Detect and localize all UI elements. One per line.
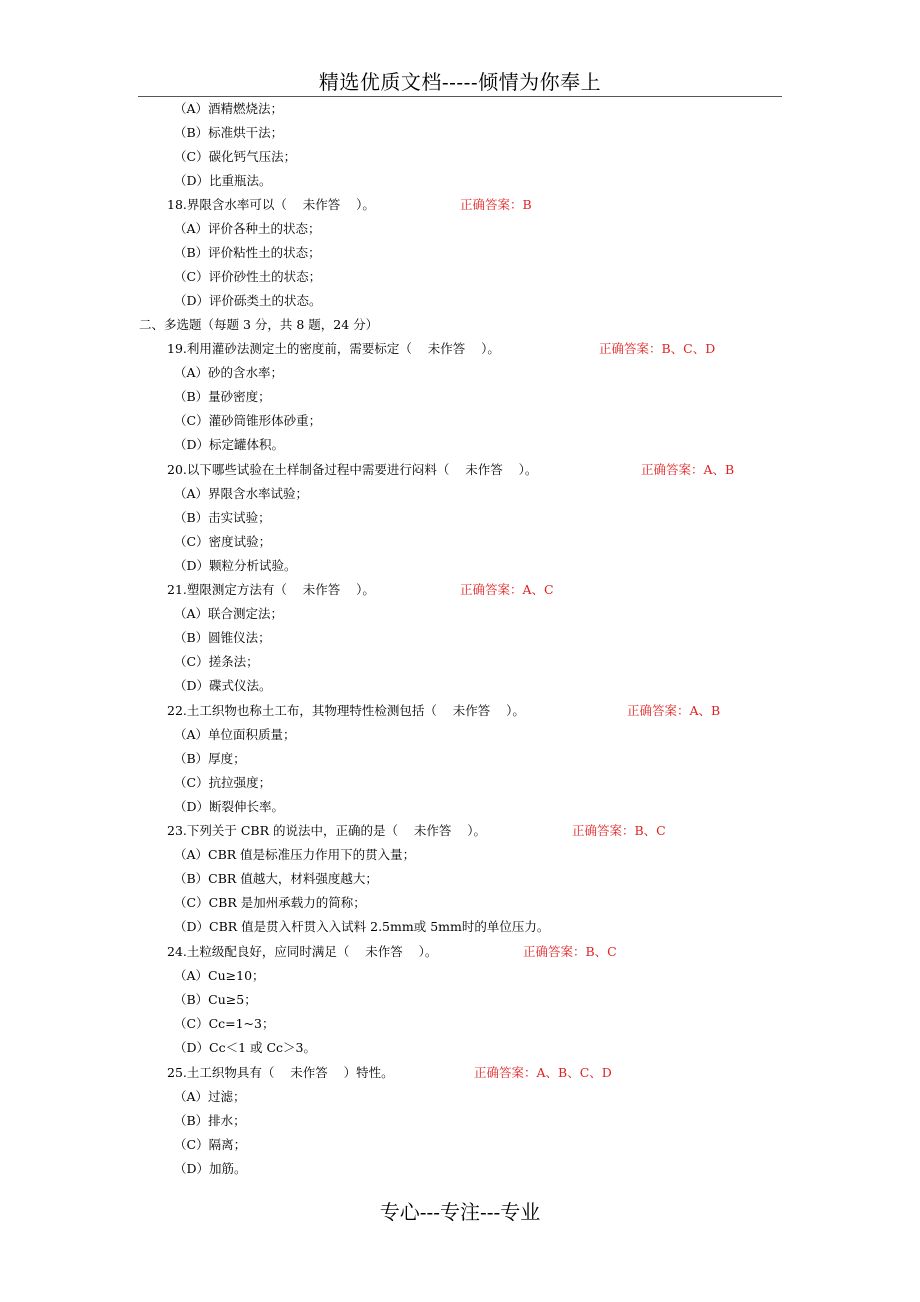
q24-answer: 正确答案：B、C (523, 944, 617, 959)
q18-option-a: （A）评价各种土的状态； (174, 221, 321, 236)
q22-option-b: （B）厚度； (174, 751, 246, 766)
q25-option-c: （C）隔离； (174, 1137, 247, 1152)
q21-option-a: （A）联合测定法； (174, 606, 284, 621)
q24-question: 24.土粒级配良好，应同时满足（ 未作答 ）。 (167, 944, 438, 959)
q21-option-b: （B）圆锥仪法； (174, 630, 271, 645)
q19-answer: 正确答案：B、C、D (599, 341, 716, 356)
q24-option-c: （C）Cc=1~3； (174, 1016, 275, 1031)
q19-question: 19.利用灌砂法测定土的密度前，需要标定（ 未作答 ）。 (167, 341, 500, 356)
q23-option-b: （B）CBR 值越大，材料强度越大； (174, 871, 378, 886)
q18-question: 18.界限含水率可以（ 未作答 ）。 (167, 197, 375, 212)
q19-option-d: （D）标定罐体积。 (174, 437, 285, 452)
q25-answer: 正确答案：A、B、C、D (474, 1065, 612, 1080)
q21-answer: 正确答案：A、C (460, 582, 554, 597)
q17-option-a: （A）酒精燃烧法； (174, 101, 284, 116)
q25-option-d: （D）加筋。 (174, 1161, 247, 1176)
q21-option-c: （C）搓条法； (174, 654, 259, 669)
q18-option-b: （B）评价粘性土的状态； (174, 245, 321, 260)
q22-answer: 正确答案：A、B (627, 703, 721, 718)
q23-question: 23.下列关于 CBR 的说法中，正确的是（ 未作答 ）。 (167, 823, 487, 838)
page-footer: 专心---专注---专业 (379, 1200, 541, 1224)
q17-option-c: （C）碳化钙气压法； (174, 149, 297, 164)
q20-option-d: （D）颗粒分析试验。 (174, 558, 297, 573)
q20-option-a: （A）界限含水率试验； (174, 486, 309, 501)
page-header: 精选优质文档-----倾情为你奉上 (318, 70, 602, 94)
q19-option-a: （A）砂的含水率； (174, 365, 284, 380)
q23-option-a: （A）CBR 值是标准压力作用下的贯入量； (174, 847, 416, 862)
q21-option-d: （D）碟式仪法。 (174, 678, 272, 693)
q20-option-c: （C）密度试验； (174, 534, 272, 549)
q22-option-a: （A）单位面积质量； (174, 727, 296, 742)
q23-answer: 正确答案：B、C (572, 823, 666, 838)
q18-answer: 正确答案：B (460, 197, 532, 212)
q20-question: 20.以下哪些试验在土样制备过程中需要进行闷料（ 未作答 ）。 (167, 462, 538, 477)
q23-option-c: （C）CBR 是加州承载力的简称； (174, 895, 366, 910)
q17-option-d: （D）比重瓶法。 (174, 173, 272, 188)
q22-question: 22.土工织物也称土工布，其物理特性检测包括（ 未作答 ）。 (167, 703, 525, 718)
q18-option-c: （C）评价砂性土的状态； (174, 269, 322, 284)
q19-option-c: （C）灌砂筒锥形体砂重； (174, 413, 322, 428)
q25-question: 25.土工织物具有（ 未作答 ）特性。 (167, 1065, 394, 1080)
q19-option-b: （B）量砂密度； (174, 389, 271, 404)
q21-question: 21.塑限测定方法有（ 未作答 ）。 (167, 582, 375, 597)
q20-answer: 正确答案：A、B (641, 462, 735, 477)
q22-option-c: （C）抗拉强度； (174, 775, 272, 790)
q18-option-d: （D）评价砾类土的状态。 (174, 293, 322, 308)
header-divider (138, 96, 782, 97)
q25-option-a: （A）过滤； (174, 1089, 246, 1104)
q23-option-d: （D）CBR 值是贯入杆贯入入试料 2.5mm或 5mm时的单位压力。 (174, 919, 550, 934)
q24-option-b: （B）Cu≥5； (174, 992, 257, 1007)
q25-option-b: （B）排水； (174, 1113, 246, 1128)
q24-option-d: （D）Cc＜1 或 Cc＞3。 (174, 1040, 317, 1055)
q24-option-a: （A）Cu≥10； (174, 968, 265, 983)
section-heading: 二、多选题（每题 3 分，共 8 题，24 分） (139, 317, 379, 332)
q17-option-b: （B）标准烘干法； (174, 125, 284, 140)
q22-option-d: （D）断裂伸长率。 (174, 799, 285, 814)
q20-option-b: （B）击实试验； (174, 510, 271, 525)
